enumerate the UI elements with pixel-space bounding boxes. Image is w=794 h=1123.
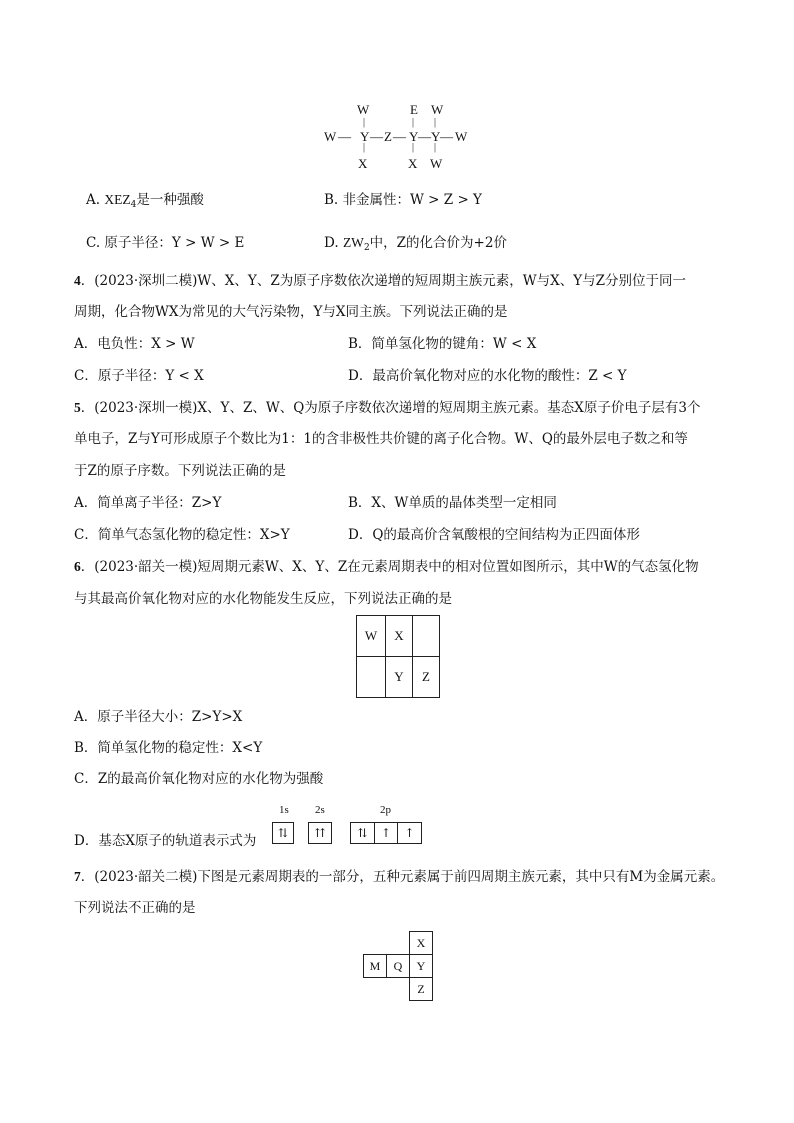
q7-stem-line2: 下列说法不正确的是 [74, 900, 196, 916]
atom-y2: Y [409, 129, 419, 144]
question-number: 7 [74, 869, 81, 884]
cell-empty [413, 616, 440, 657]
q7-stem-line1 [74, 867, 724, 887]
orbital-diagram [268, 804, 428, 852]
bond-v2: | [412, 117, 415, 128]
atom-x-bottom2: X [408, 156, 418, 171]
atom-w-bottom: W [430, 156, 443, 171]
q4-option-b: B．简单氢化物的键角：W < X [348, 336, 537, 352]
bond-h1: — [338, 129, 351, 144]
cell-m: M [363, 954, 387, 978]
orbital-box-1s [272, 822, 294, 844]
atom-x-bottom1: X [358, 156, 368, 171]
bond-v1: | [363, 117, 366, 128]
q6-option-c: C．Z的最高价氧化物对应的水化物为强酸 [74, 771, 324, 787]
q4-option-a: A．电负性：X > W [74, 336, 195, 352]
electron-pair: ⇅ [351, 823, 375, 843]
q5-option-a: A．简单离子半径：Z>Y [74, 495, 222, 511]
q6-option-b: B．简单氢化物的稳定性：X<Y [74, 740, 263, 756]
bond-h4: — [418, 129, 431, 144]
q5-stem-line2: 单电子，Z与Y可形成原子个数比为1：1的含非极性共价键的离子化合物。W、Q的最外层电子数之和等 [74, 431, 688, 447]
cell-empty [357, 657, 386, 698]
q4-stem-line1 [74, 271, 686, 291]
q5-option-b: B．X、W单质的晶体类型一定相同 [348, 495, 557, 511]
cell-z: Z [413, 657, 440, 698]
atom-y1: Y [360, 129, 370, 144]
orbital-label-2s: 2s [315, 804, 325, 816]
q4-stem-line2: 周期，化合物WX为常见的大气污染物，Y与X同主族。下列说法正确的是 [74, 304, 508, 320]
option-a-label: A. [86, 192, 101, 208]
orbital-box-2p [350, 822, 422, 844]
orbital-box-2s [308, 822, 332, 844]
q3-option-d [324, 233, 507, 258]
q3-option-c: C. 原子半径：Y > W > E [86, 235, 245, 251]
cell-x: X [409, 931, 433, 955]
cell-x: X [386, 616, 413, 657]
stem-text: ．(2023·深圳二模)W、X、Y、Z为原子序数依次递增的短周期主族元素，W与X、Y与Z分别位于同一 [80, 273, 686, 289]
q6-option-d: D．基态X原子的轨道表示式为 [74, 833, 257, 849]
atom-w-left: W [324, 129, 337, 144]
formula-xez: XEZ [104, 192, 131, 207]
q6-option-a: A．原子半径大小：Z>Y>X [74, 709, 243, 725]
bond-v6: | [434, 142, 437, 153]
atom-e-top: E [410, 102, 418, 117]
q5-stem-line1 [74, 398, 700, 418]
q5-option-c: C．简单气态氢化物的稳定性：X>Y [74, 527, 290, 543]
option-d-label: D. [324, 235, 339, 251]
atom-z: Z [384, 129, 392, 144]
question-number: 5 [74, 400, 81, 415]
atom-y3: Y [431, 129, 441, 144]
cell-w: W [357, 616, 386, 657]
stem-text: ．(2023·韶关二模)下图是元素周期表的一部分，五种元素属于前四周期主族元素，其中只有M为金属元素。 [80, 869, 725, 885]
electron-pair: ⇅ [277, 826, 289, 840]
cell-q: Q [386, 954, 410, 978]
bond-v5: | [412, 142, 415, 153]
bond-v3: | [434, 117, 437, 128]
q3-option-a [86, 190, 204, 215]
stem-text: ．(2023·韶关一模)短周期元素W、X、Y、Z在元素周期表中的相对位置如图所示，其中W的气态氢化物 [80, 559, 699, 575]
periodic-table-fragment [356, 615, 440, 698]
option-d-text: 中，Z的化合价为+2价 [369, 235, 507, 251]
cell-y: Y [386, 657, 413, 698]
cell-z: Z [409, 977, 433, 1001]
bond-h5: — [440, 129, 453, 144]
electron-single: ↑ [375, 823, 398, 843]
q6-stem-line1 [74, 557, 699, 577]
structural-formula [320, 100, 480, 176]
stem-text: ．(2023·深圳一模)X、Y、Z、W、Q为原子序数依次递增的短周期主族元素。基态X原子价电子层有3个 [80, 400, 701, 416]
q4-option-c: C．原子半径：Y < X [74, 368, 204, 384]
electron-single: ↑ [404, 826, 415, 840]
q4-option-d: D．最高价氧化物对应的水化物的酸性：Z < Y [348, 368, 627, 384]
q6-stem-line2: 与其最高价氧化物对应的水化物能发生反应，下列说法正确的是 [74, 591, 452, 607]
orbital-label-1s: 1s [279, 804, 289, 816]
electron-pair: ⇈ [314, 826, 326, 840]
atom-w-right: W [455, 129, 468, 144]
subscript: 4 [130, 200, 137, 210]
orbital-label-2p: 2p [380, 804, 391, 816]
subscript: 2 [363, 243, 370, 253]
q5-stem-line3: 于Z的原子序数。下列说法正确的是 [74, 463, 286, 479]
cell-y: Y [409, 954, 433, 978]
option-a-text: 是一种强酸 [136, 192, 204, 208]
question-number: 4 [74, 273, 81, 288]
atom-w-top1: W [357, 102, 370, 117]
q5-option-d: D．Q的最高价含氧酸根的空间结构为正四面体形 [348, 527, 640, 543]
bond-h3: — [393, 129, 406, 144]
bond-v4: | [363, 142, 366, 153]
question-number: 6 [74, 559, 81, 574]
formula-zw: ZW [342, 235, 364, 250]
periodic-table-fragment-2 [362, 931, 432, 999]
atom-w-top2: W [431, 102, 444, 117]
bond-h2: — [370, 129, 383, 144]
q3-option-b: B. 非金属性：W > Z > Y [324, 192, 482, 208]
